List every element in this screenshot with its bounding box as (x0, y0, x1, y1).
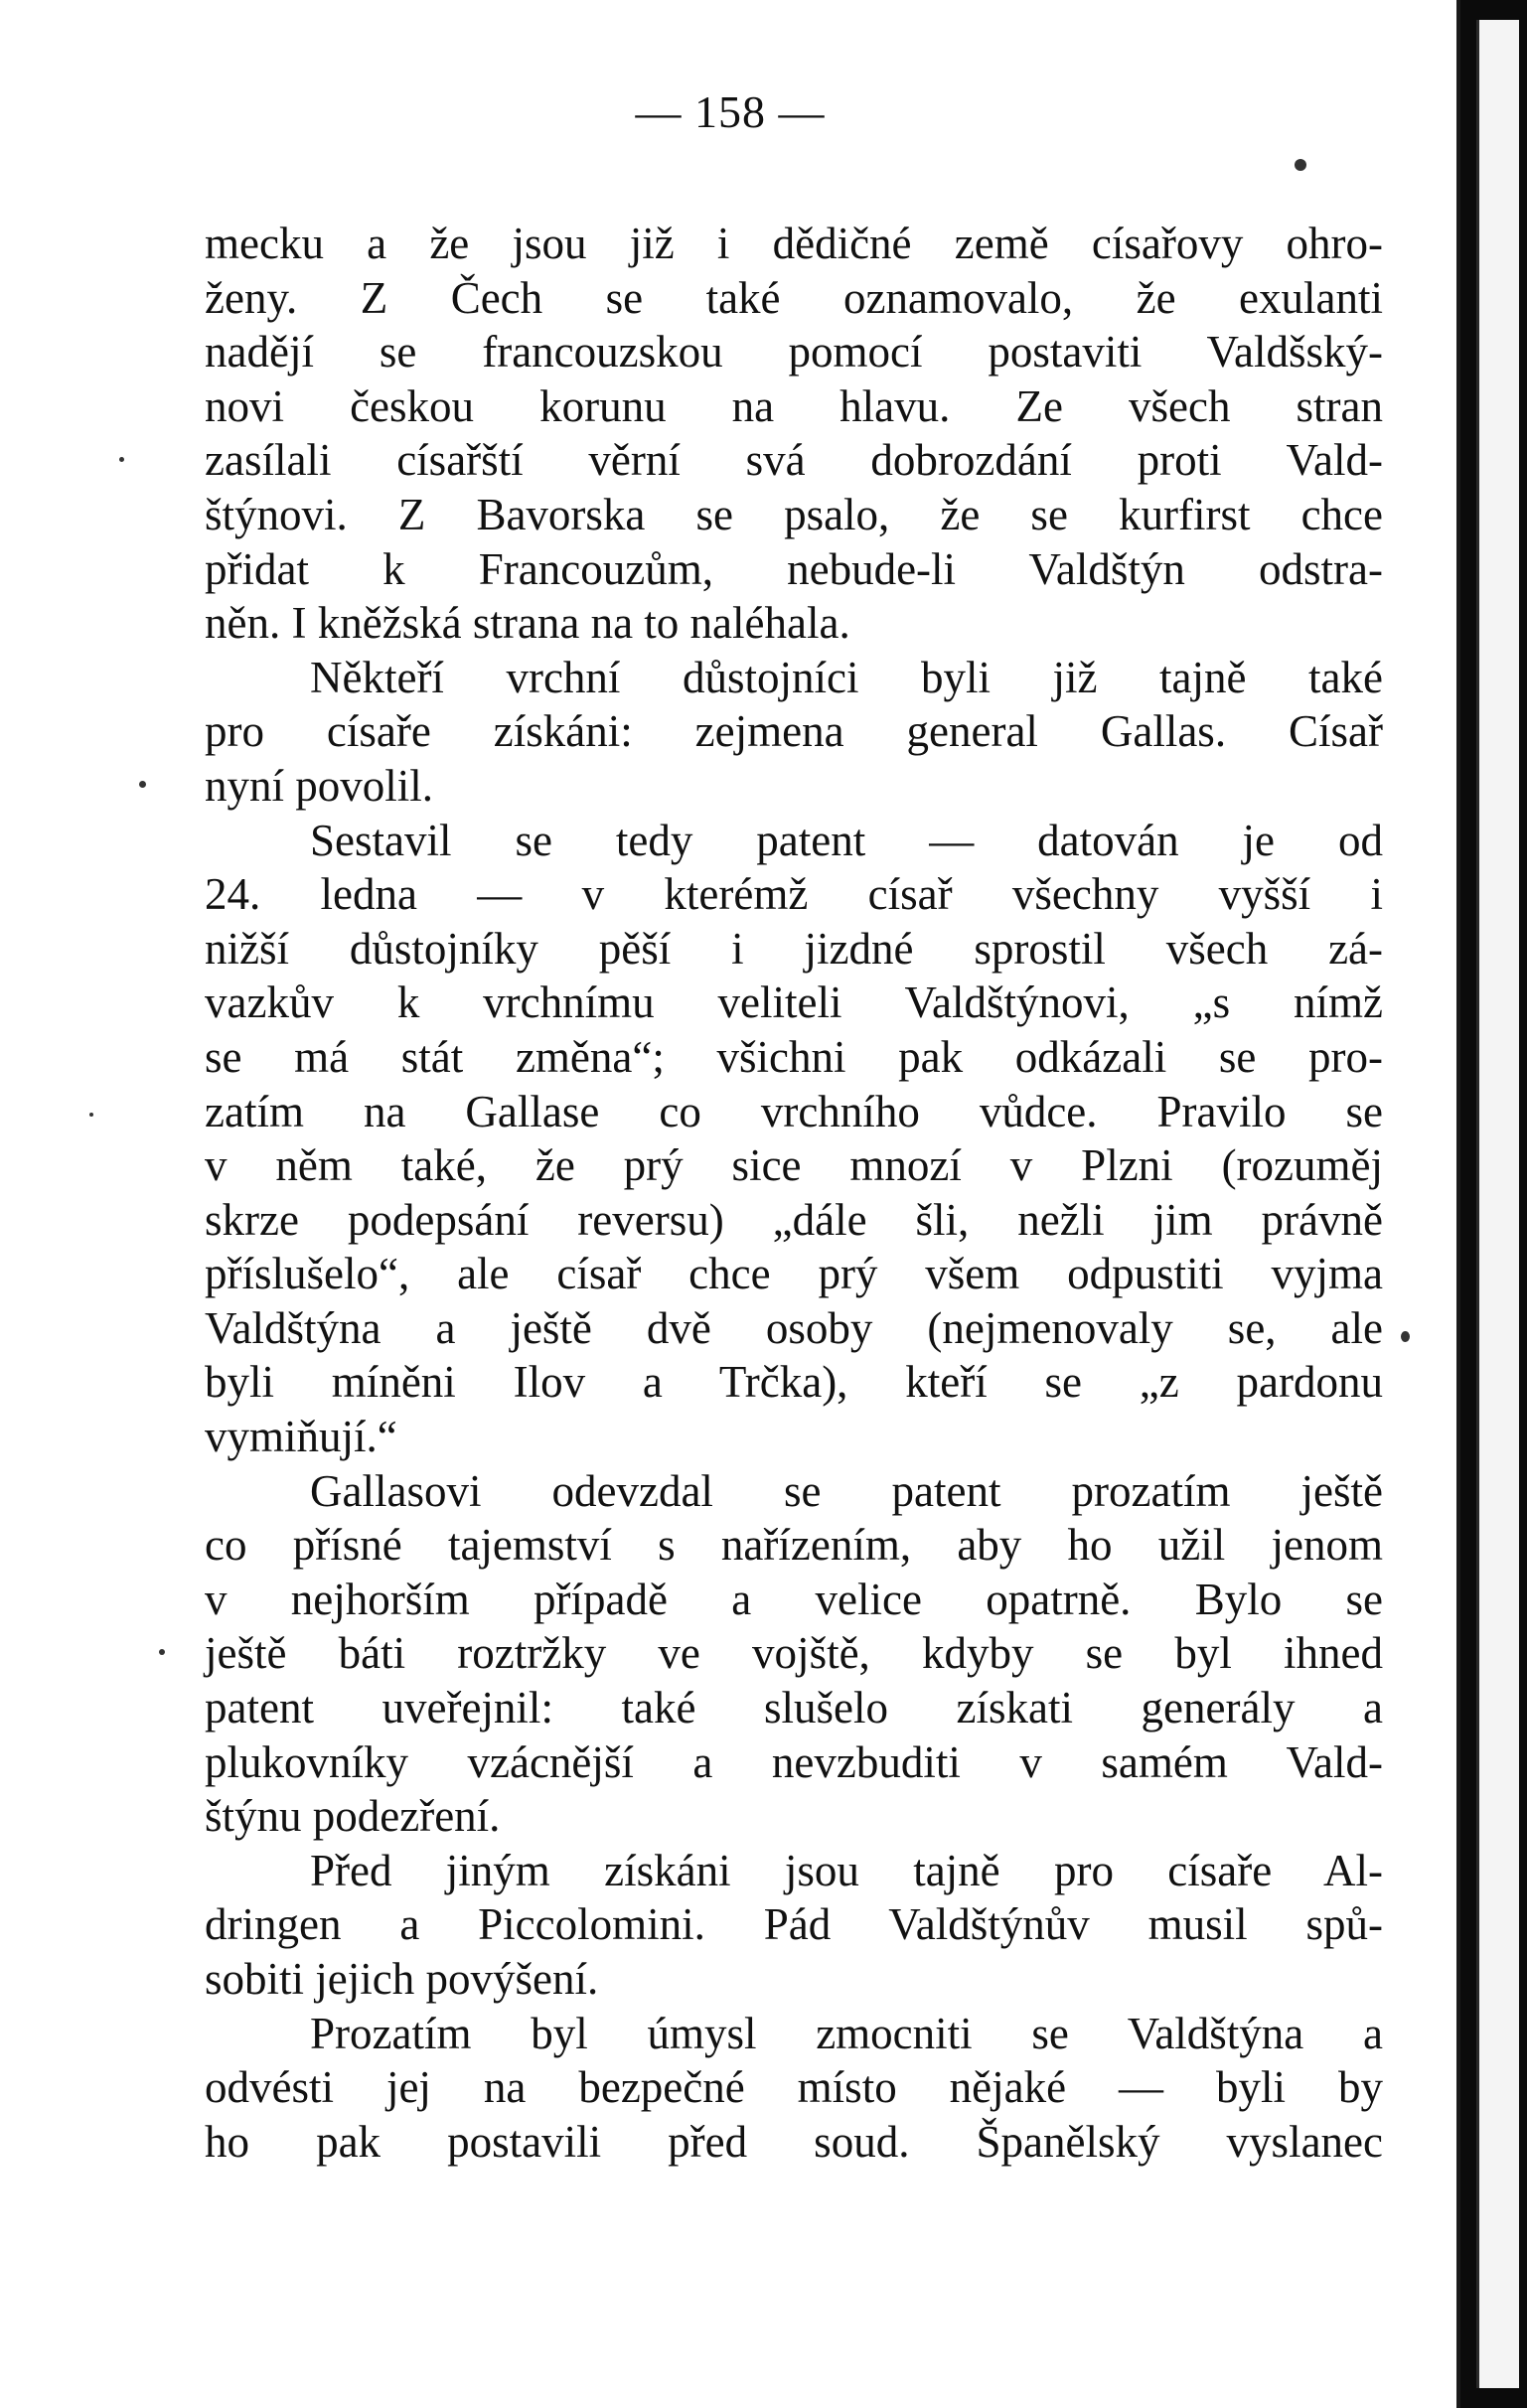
text-line: patent uveřejnil: také slušelo získati generály a (205, 1683, 1383, 1733)
scan-speck (89, 1113, 93, 1117)
text-line: pro císaře získáni: zejmena general Gallas. Císař (205, 706, 1383, 757)
text-line: nyní povolil. (205, 760, 434, 811)
scan-speck (159, 1649, 165, 1655)
text-line: plukovníky vzácnější a nevzbuditi v samém Vald- (205, 1736, 1383, 1787)
text-line: ještě báti roztržky ve vojště, kdyby se byl ihned (205, 1628, 1383, 1679)
text-line: Někteří vrchní důstojníci byli již tajně také (310, 652, 1383, 702)
text-line: se má stát změna“; všichni pak odkázali se pro- (205, 1031, 1383, 1082)
scan-speck (119, 457, 124, 462)
text-line: odvésti jej na bezpečné místo nějaké — byli by (205, 2062, 1383, 2113)
scan-speck (1401, 1331, 1410, 1342)
text-line: dringen a Piccolomini. Pád Valdštýnův musil spů- (205, 1899, 1383, 1950)
text-line: nadějí se francouzskou pomocí postaviti Valdšský- (205, 327, 1383, 377)
text-line: štýnu podezření. (205, 1791, 501, 1842)
text-line: byli míněni Ilov a Trčka), kteří se „z pardonu (205, 1357, 1383, 1408)
text-line: mecku a že jsou již i dědičné země císařovy ohro- (205, 219, 1383, 268)
text-line: Valdštýna a ještě dvě osoby (nejmenovaly se, ale (205, 1302, 1383, 1353)
text-line: Před jiným získáni jsou tajně pro císaře Al- (310, 1845, 1383, 1895)
text-line: v něm také, že prý sice mnozí v Plzni (rozuměj (205, 1140, 1383, 1191)
text-line: nižší důstojníky pěší i jizdné sprostil všech zá- (205, 923, 1383, 974)
text-line: zasílali císařští věrní svá dobrozdání proti Vald- (205, 435, 1383, 486)
text-line: skrze podepsání reversu) „dále šli, nežli jim právně (205, 1194, 1383, 1245)
text-line: příslušelo“, ale císař chce prý všem odpustiti vyjma (205, 1249, 1383, 1299)
text-line: Prozatím byl úmysl zmocniti se Valdštýna a (310, 2008, 1383, 2058)
text-line: novi českou korunu na hlavu. Ze všech stran (205, 380, 1383, 431)
text-line: vymiňují.“ (205, 1412, 397, 1462)
text-line: štýnovi. Z Bavorska se psalo, že se kurfirst chce (205, 489, 1383, 539)
page-number: — 158 — (635, 86, 826, 137)
text-line: co přísné tajemství s nařízením, aby ho užil jenom (205, 1520, 1383, 1571)
text-line: něn. I kněžská strana na to naléhala. (205, 598, 850, 649)
text-line: zatím na Gallase co vrchního vůdce. Pravilo se (205, 1086, 1383, 1136)
text-line: v nejhorším případě a velice opatrně. Bylo se (205, 1574, 1383, 1624)
text-line: ženy. Z Čech se také oznamovalo, že exulanti (205, 272, 1383, 323)
text-line: Gallasovi odevzdal se patent prozatím ještě (310, 1465, 1383, 1516)
text-line: sobiti jejich povýšení. (205, 1954, 599, 2004)
adjacent-page-strip (1476, 20, 1519, 2388)
scan-speck (139, 781, 146, 788)
text-line: Sestavil se tedy patent — datován je od (310, 815, 1383, 865)
text-line: ho pak postavili před soud. Španělský vyslanec (205, 2116, 1383, 2167)
body-text (205, 217, 1383, 2169)
text-line: přidat k Francouzům, nebude-li Valdštýn odstra- (205, 543, 1383, 594)
text-line: 24. ledna — v kterémž císař všechny vyšší i (205, 869, 1383, 920)
scan-speck (1295, 159, 1306, 171)
text-line: vazkův k vrchnímu veliteli Valdštýnovi, „s nímž (205, 978, 1383, 1028)
